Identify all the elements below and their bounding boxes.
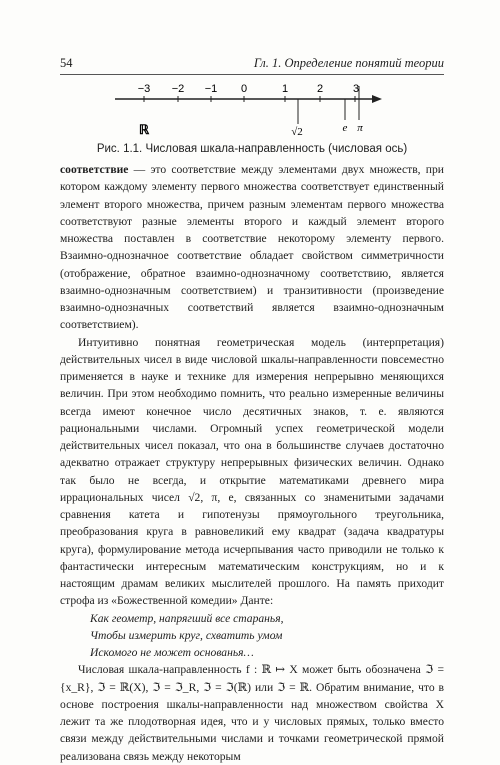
paragraph-definition xyxy=(60,161,444,334)
tick-labels xyxy=(138,83,359,95)
tick-label: 3 xyxy=(352,83,360,95)
verse-quote xyxy=(90,610,444,662)
number-line-svg xyxy=(100,78,400,144)
pi-label: π xyxy=(357,122,363,134)
tick-label: −3 xyxy=(137,83,151,95)
page-number: 54 xyxy=(60,56,73,70)
tick-label: 1 xyxy=(281,83,289,95)
tick-label: 0 xyxy=(240,83,248,95)
verse-line: Как геометр, напрягший все старанья, xyxy=(90,611,284,625)
sqrt2-label: √2 xyxy=(291,126,303,138)
e-label: e xyxy=(342,122,348,134)
tick-label: 2 xyxy=(316,83,324,95)
irrational-markers xyxy=(298,86,359,124)
paragraph-geometric-model: Интуитивно понятная геометрическая модель (интерпретация) действительных чисел в виде числовой шкалы-направленности повсеместно применяется в науке и технике для измерения непрерывно меняющихся величин. При этом необходимо помнить, что реально измеренные величины всегда имеют конечное число десятичных знаков, т. е. являются рациональными числами. Огромный успех геометрической модели действительных чисел показал, что она в большинстве случаев достаточно адекватно отражает структуру непрерывных физических величин. Однако так было не всегда, и открытие математиками древнего мира иррациональных чисел √2, π, e, связанных со знаменитыми задачами сравнения катета и гипотенузы прямоугольного треугольника, преобразования круга в равновеликий ему квадрат (задача квадратуры круга), формулирование метода исчерпывания часто приводили не только к фантастически интересным математическим конструкциям, но и к настоящим драмам великих мыслителей прошлого. На память приходит строфа из «Божественной комедии» Данте: xyxy=(60,335,444,608)
verse-line: Чтобы измерить круг, схватить умом xyxy=(90,628,283,642)
reals-symbol: ℝ xyxy=(138,122,150,137)
running-header xyxy=(60,56,444,75)
body-text xyxy=(60,161,444,765)
definition-text: — это соответствие между элементами двух множеств, при котором каждому элементу первого множества соответствует единственный элемент второго множества, причем разным элементам первого множества соответствуют разные элементы второго и каждый элемент второго множества поставлен в соответствие некоторому элементу первого. Взаимно-однозначное соответствие обладает свойством симметричности (отображение, обратное взаимно-однозначному соответствию, является взаимно-однозначным соответствием) и транзитивности (произведение взаимно-однозначных соответствий является взаимно-однозначным соответствием). xyxy=(60,163,444,332)
verse-line: Искомого не может основанья… xyxy=(90,646,254,659)
axis-arrow-icon xyxy=(372,95,382,103)
running-title: Гл. 1. Определение понятий теории xyxy=(253,56,444,70)
tick-label: −1 xyxy=(204,83,218,95)
number-line-figure xyxy=(100,78,400,144)
figure-caption: Рис. 1.1. Числовая шкала-направленность (числовая ось) xyxy=(96,143,408,155)
paragraph-scale-notation: Числовая шкала-направленность f : ℝ ↦ X может быть обозначена ℑ = {x_R}, ℑ = ℝ(X), ℑ = ℑ_R, ℑ = ℑ(ℝ) или ℑ = ℝ. Обратим внимание, что в основе построения шкалы-направленности над множеством свойства X лежит та же плодотворная идея, что и у числовых прямых, только вместо связи между действительными числами и точками геометрической прямой реализована связь между некоторым xyxy=(60,663,444,763)
defined-term: соответствие xyxy=(60,163,129,176)
tick-label: −2 xyxy=(171,83,185,95)
